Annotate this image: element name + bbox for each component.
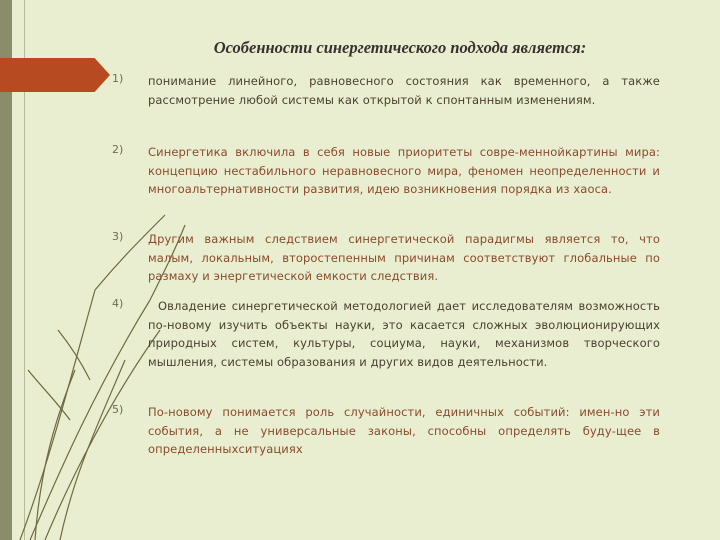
title-marker-tab <box>0 58 110 92</box>
list-item <box>112 297 660 371</box>
list-item <box>112 72 660 109</box>
item-text: Овладение синергетической методологией дает исследователям возможность по-новому изучить объекты науки, это касается сложных эволюционирующих природных систем, культуры, социума, науки, механизмов творческого мышления, системы образования и других видов деятельности. <box>148 299 660 369</box>
item-text: Синергетика включила в себя новые приоритеты совре-меннойкартины мира: концепцию нестабильного неравновесного мира, феномен неопределенности и многоальтернативности развития, идею возникновения порядка из хаоса. <box>148 145 660 197</box>
item-number: 5) <box>112 403 124 416</box>
item-number: 1) <box>112 72 124 85</box>
list-item <box>112 230 660 286</box>
item-text: Другим важным следствием синергетической парадигмы является то, что малым, локальным, второстепенным причинам соответствуют глобальные по размаху и энергетической емкости следствия. <box>148 232 660 284</box>
page-title: Особенности синергетического подхода является: <box>213 38 587 57</box>
item-number: 4) <box>112 297 124 310</box>
list-item <box>112 143 660 199</box>
list-item <box>112 403 660 459</box>
item-text: понимание линейного, равновесного состояния как временного, а также рассмотрение любой системы как открытой к спонтанным изменениям. <box>148 74 660 107</box>
item-number: 3) <box>112 230 124 243</box>
item-text: По-новому понимается роль случайности, единичных событий: имен-но эти события, а не универсальные законы, способны определять буду-щее в определенныхситуациях <box>148 405 660 457</box>
item-number: 2) <box>112 143 124 156</box>
